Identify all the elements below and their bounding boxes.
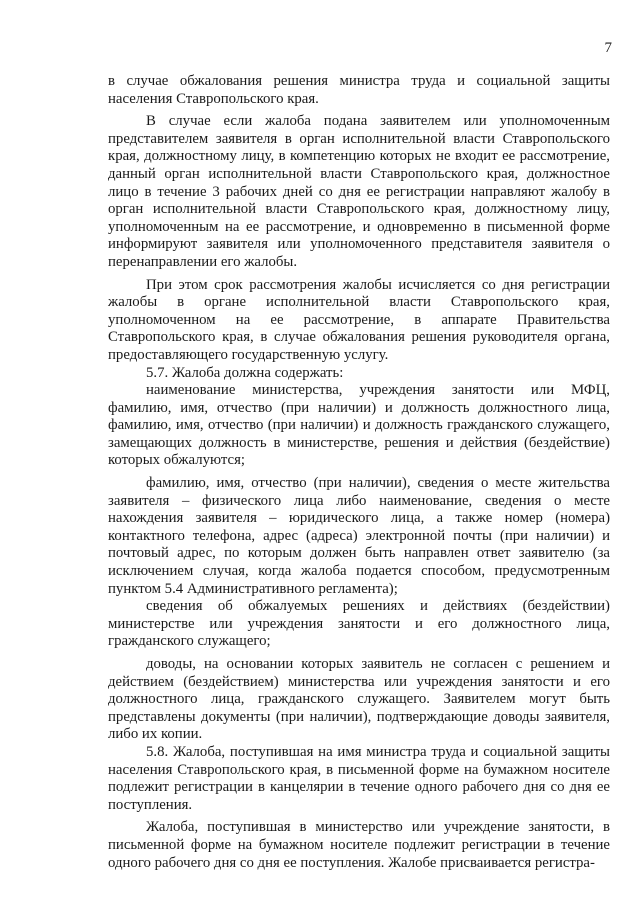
document-body: [108, 73, 610, 872]
paragraph-6: фамилию, имя, отчество (при наличии), сведения о месте жительства заявителя – физического лица либо наименование, сведения о месте нахождения заявителя – юридического лица, а также номер (номера) контактного телефона, адрес (адреса) электронной почты (при наличии) и почтовый адрес, по которым должен быть направлен ответ заявителю (за исключением случая, когда жалоба подается способом, предусмотренным пунктом 5.4 Административного регламента);: [108, 475, 610, 597]
paragraph-4: 5.7. Жалоба должна содержать:: [146, 364, 344, 381]
paragraph-2: В случае если жалоба подана заявителем или уполномоченным представителем заявителя в орган исполнительной власти Ставропольского края, должностному лицу, в компетенцию которых не входит ее рассмотрение, данный орган исполнительной власти Ставропольского края, должностное лицо в течение 3 рабочих дней со дня ее регистрации направляют жалобу в орган исполнительной власти Ставропольского края, должностному лицу, уполномоченным на ее рассмотрение, и одновременно в письменной форме информируют заявителя или уполномоченного представителя заявителя о перенаправлении его жалобы.: [108, 113, 610, 270]
paragraph-1: в случае обжалования решения министра труда и социальной защиты населения Ставропольского края.: [108, 73, 610, 107]
paragraph-7: сведения об обжалуемых решениях и действиях (бездействии) министерстве или учреждения занятости и его должностного лица, гражданского служащего;: [108, 598, 610, 650]
paragraph-3: При этом срок рассмотрения жалобы исчисляется со дня регистрации жалобы в органе исполнительной власти Ставропольского края, уполномоченном на ее рассмотрение, в аппарате Правительства Ставропольского края, в случае обжалования решения руководителя органа, предоставляющего государственную услугу.: [108, 276, 610, 363]
paragraph-10: Жалоба, поступившая в министерство или учреждение занятости, в письменной форме на бумажном носителе подлежит регистрации в течение одного рабочего дня со дня ее поступления. Жалобе присваивается регистра-: [108, 819, 610, 871]
paragraph-9: 5.8. Жалоба, поступившая на имя министра труда и социальной защиты населения Ставропольского края, в письменной форме на бумажном носителе подлежит регистрации в канцелярии в течение одного рабочего дня со дня ее поступления.: [108, 743, 610, 813]
paragraph-5: наименование министерства, учреждения занятости или МФЦ, фамилию, имя, отчество (при наличии) и должность должностного лица, фамилию, имя, отчество (при наличии) и должность гражданского служащего, замещающих должность в министерстве, решения и действия (бездействие) которых обжалуются;: [108, 382, 610, 469]
page-number: 7: [604, 40, 612, 56]
paragraph-8: доводы, на основании которых заявитель не согласен с решением и действием (бездействием) министерства или учреждения занятости и его должностного лица, гражданского служащего. Заявителем могут быть представлены документы (при наличии), подтверждающие доводы заявителя, либо их копии.: [108, 656, 610, 743]
